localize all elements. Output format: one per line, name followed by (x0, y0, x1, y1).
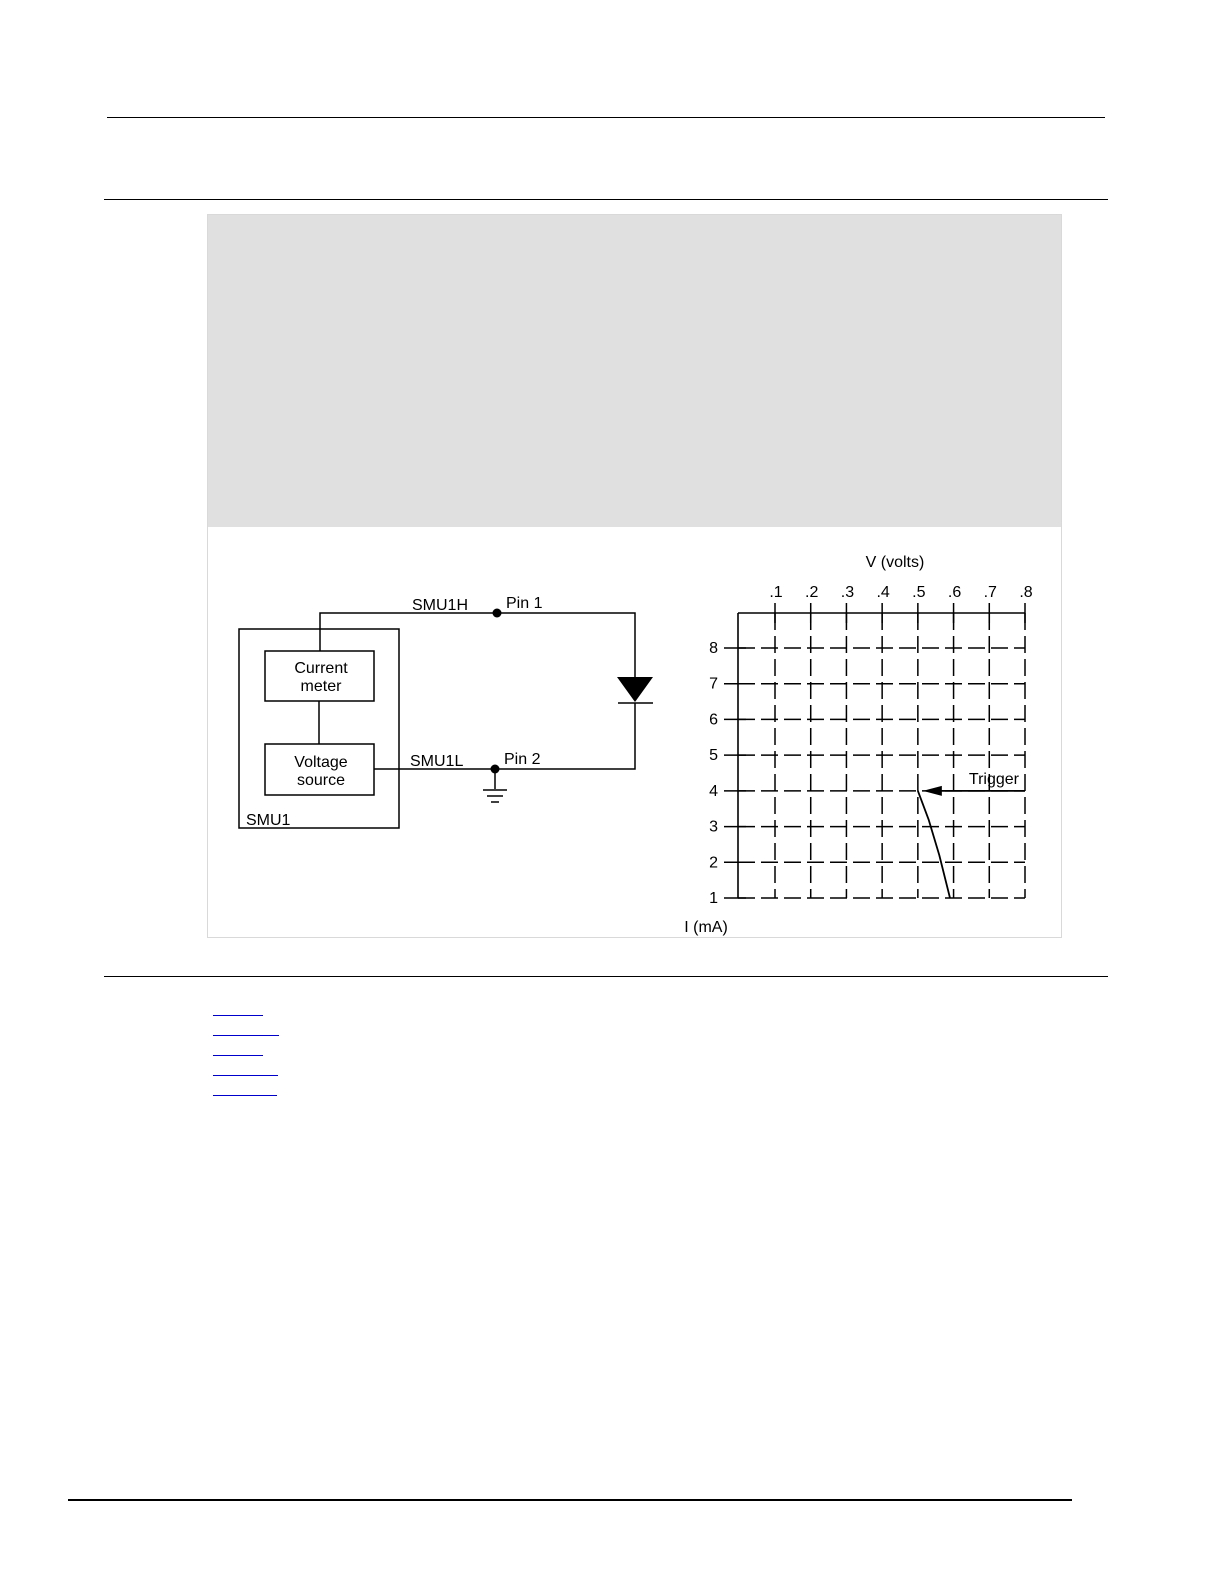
voltage-source-label-2: source (296, 772, 346, 789)
footer-rule (68, 1499, 1072, 1501)
header-rule-top (107, 117, 1105, 118)
trigger-label: Trigger (968, 770, 1019, 788)
figure-panel (207, 214, 1062, 938)
x-tick-label: .3 (840, 584, 855, 601)
y-tick-label: 4 (709, 782, 718, 800)
smu1l-label: SMU1L (410, 753, 464, 770)
header-rule-bottom (104, 199, 1108, 200)
link-4[interactable] (213, 1056, 278, 1076)
iv-chart (684, 554, 1033, 936)
x-tick-label: .8 (1019, 584, 1033, 601)
link-2[interactable] (213, 1016, 279, 1036)
current-meter-label-2: meter (300, 678, 342, 695)
y-tick-label: 3 (709, 818, 718, 836)
pin1-node (493, 609, 502, 618)
y-tick-label: 6 (709, 711, 718, 729)
y-axis-title: I (mA) (684, 919, 728, 936)
diode-symbol (617, 677, 653, 702)
smu1h-label: SMU1H (412, 597, 469, 614)
section-rule (104, 976, 1108, 977)
x-tick-label: .4 (876, 584, 890, 601)
iv-curve (918, 791, 950, 898)
x-tick-label: .5 (912, 584, 926, 601)
current-meter-label-1: Current (294, 660, 348, 677)
pin2-node (491, 765, 500, 774)
x-tick-label: .2 (805, 584, 819, 601)
trigger-arrow-head (923, 786, 942, 796)
y-tick-label: 5 (709, 747, 718, 765)
high-side-wire (320, 613, 635, 677)
link-1[interactable] (213, 996, 263, 1016)
x-axis-title: V (volts) (865, 554, 925, 571)
x-tick-label: .6 (947, 584, 962, 601)
x-tick-label: .7 (983, 584, 997, 601)
circuit-diagram (239, 613, 653, 828)
link-5[interactable] (213, 1076, 277, 1096)
pin2-label: Pin 2 (504, 751, 541, 768)
smu1-label: SMU1 (246, 812, 291, 829)
link-list (213, 996, 279, 1096)
diode-test-figure (208, 215, 1063, 939)
y-tick-label: 2 (709, 854, 718, 872)
link-3[interactable] (213, 1036, 263, 1056)
y-tick-label: 8 (709, 640, 718, 657)
voltage-source-label-1: Voltage (294, 754, 348, 771)
y-tick-label: 1 (709, 890, 718, 907)
x-tick-label: .1 (769, 584, 783, 601)
y-tick-label: 7 (709, 675, 718, 693)
pin1-label: Pin 1 (506, 595, 543, 612)
